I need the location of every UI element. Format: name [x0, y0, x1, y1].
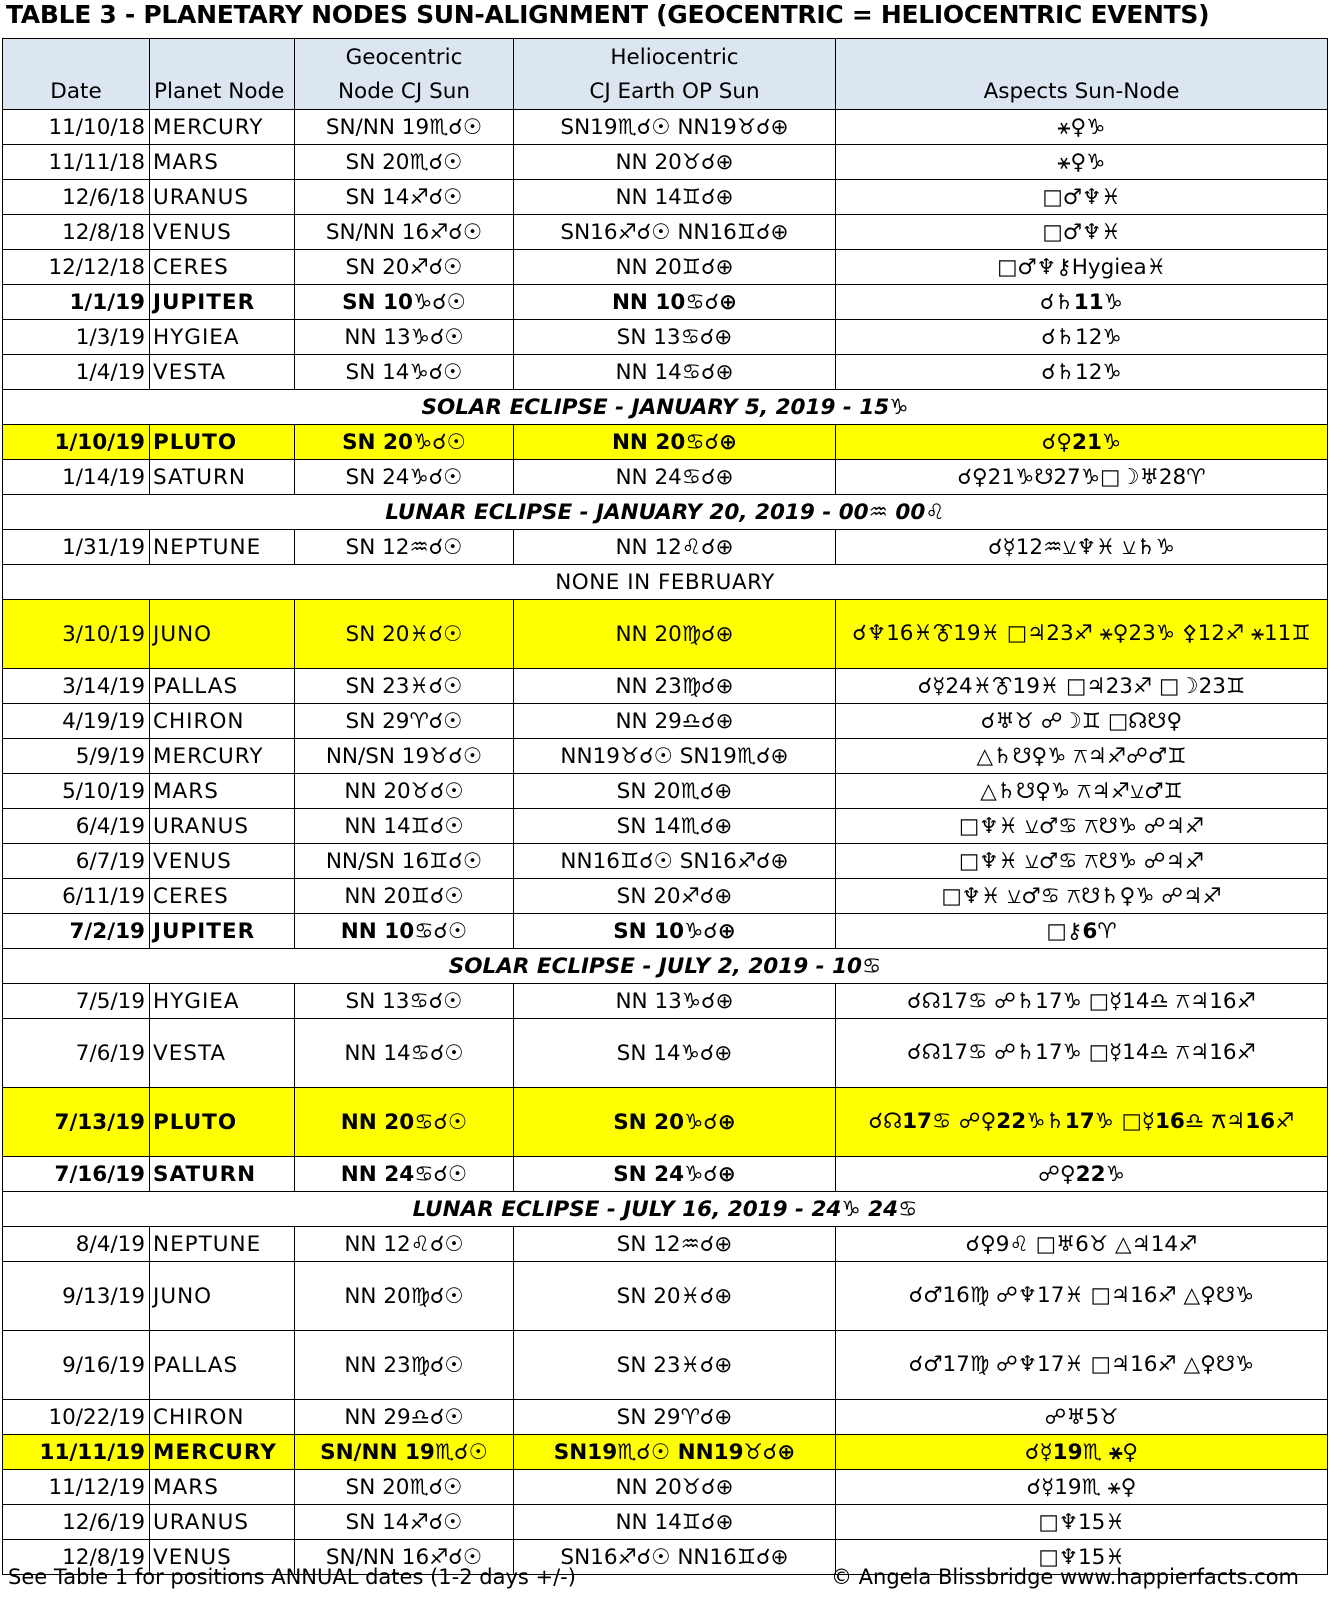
date-cell: 6/11/19	[3, 879, 150, 914]
heliocentric-cell: SN 20♐☌⊕	[514, 879, 836, 914]
heliocentric-cell: NN 20♍☌⊕	[514, 600, 836, 669]
planet-cell: VESTA	[150, 355, 295, 390]
table-row	[3, 460, 1328, 495]
planet-cell: URANUS	[150, 1505, 295, 1540]
date-cell: 11/11/19	[3, 1435, 150, 1470]
table-row	[3, 1019, 1328, 1088]
table-row	[3, 1470, 1328, 1505]
aspects-cell: ☌☿19♏ ⚹♀	[836, 1470, 1328, 1505]
aspects-cell: ☌☊17♋ ☍♀22♑♄17♑ □☿16♎ ⚻♃16♐	[836, 1088, 1328, 1157]
aspects-cell: ☍♅5♉	[836, 1400, 1328, 1435]
table-row	[3, 1505, 1328, 1540]
date-cell: 12/6/19	[3, 1505, 150, 1540]
planet-cell: URANUS	[150, 809, 295, 844]
aspects-cell: □⚷6♈	[836, 914, 1328, 949]
planet-cell: SATURN	[150, 1157, 295, 1192]
aspects-cell: □♆15♓	[836, 1505, 1328, 1540]
heliocentric-cell: SN 20♓☌⊕	[514, 1262, 836, 1331]
date-cell: 1/3/19	[3, 320, 150, 355]
date-cell: 8/4/19	[3, 1227, 150, 1262]
eclipse-label: LUNAR ECLIPSE - JULY 16, 2019 - 24♑ 24♋	[3, 1192, 1328, 1227]
planet-cell: MARS	[150, 774, 295, 809]
date-cell: 11/10/18	[3, 110, 150, 145]
heliocentric-cell: SN 20♏☌⊕	[514, 774, 836, 809]
table-row	[3, 110, 1328, 145]
table-row	[3, 425, 1328, 460]
table-row	[3, 1262, 1328, 1331]
heliocentric-cell: NN 14♋☌⊕	[514, 355, 836, 390]
geocentric-cell: NN 13♑☌☉	[295, 320, 514, 355]
geocentric-cell: SN/NN 19♏☌☉	[295, 110, 514, 145]
aspects-cell: ☌♅♉ ☍☽♊ □☊☋♀	[836, 704, 1328, 739]
planet-cell: CHIRON	[150, 1400, 295, 1435]
heliocentric-cell: SN16♐☌☉ NN16♊☌⊕	[514, 1540, 836, 1575]
planet-cell: HYGIEA	[150, 984, 295, 1019]
column-header-planet-label: Planet Node	[154, 79, 285, 104]
eclipse-label: LUNAR ECLIPSE - JANUARY 20, 2019 - 00♒ 00♌	[3, 495, 1328, 530]
table-row	[3, 285, 1328, 320]
planet-cell: CERES	[150, 879, 295, 914]
planet-cell: URANUS	[150, 180, 295, 215]
planet-cell: VENUS	[150, 215, 295, 250]
heliocentric-cell: NN 23♍☌⊕	[514, 669, 836, 704]
geocentric-cell: NN/SN 19♉☌☉	[295, 739, 514, 774]
column-header-heliocentric	[514, 39, 836, 110]
geocentric-cell: SN 12♒☌☉	[295, 530, 514, 565]
column-header-date	[3, 39, 150, 110]
date-cell: 12/12/18	[3, 250, 150, 285]
date-cell: 4/19/19	[3, 704, 150, 739]
geocentric-cell: SN/NN 16♐☌☉	[295, 1540, 514, 1575]
date-cell: 1/14/19	[3, 460, 150, 495]
eclipse-label: SOLAR ECLIPSE - JULY 2, 2019 - 10♋	[3, 949, 1328, 984]
header-row	[3, 39, 1328, 110]
date-cell: 11/12/19	[3, 1470, 150, 1505]
table-row	[3, 984, 1328, 1019]
column-header-aspects-label: Aspects Sun-Node	[983, 79, 1180, 104]
note-row	[3, 565, 1328, 600]
heliocentric-cell: NN19♉☌☉ SN19♏☌⊕	[514, 739, 836, 774]
geocentric-cell: SN 20♐☌☉	[295, 250, 514, 285]
geocentric-cell: SN 20♑☌☉	[295, 425, 514, 460]
geocentric-cell: SN 20♏☌☉	[295, 145, 514, 180]
aspects-cell: △♄☋♀♑ ⚻♃♐⚺♂♊	[836, 774, 1328, 809]
heliocentric-cell: SN 20♑☌⊕	[514, 1088, 836, 1157]
planet-cell: PLUTO	[150, 425, 295, 460]
geocentric-cell: NN 23♍☌☉	[295, 1331, 514, 1400]
heliocentric-cell: SN 10♑☌⊕	[514, 914, 836, 949]
planet-cell: VESTA	[150, 1019, 295, 1088]
table-row	[3, 844, 1328, 879]
table-row	[3, 1227, 1328, 1262]
aspects-cell: ⚹♀♑	[836, 110, 1328, 145]
geocentric-cell: NN 12♌☌☉	[295, 1227, 514, 1262]
date-cell: 1/1/19	[3, 285, 150, 320]
geocentric-cell: SN 24♑☌☉	[295, 460, 514, 495]
geocentric-cell: SN 20♓☌☉	[295, 600, 514, 669]
heliocentric-cell: NN 14♊☌⊕	[514, 180, 836, 215]
geocentric-cell: SN 14♑☌☉	[295, 355, 514, 390]
column-header-heliocentric-top: Heliocentric	[610, 45, 739, 70]
heliocentric-cell: SN 12♒☌⊕	[514, 1227, 836, 1262]
table-row	[3, 1088, 1328, 1157]
planet-cell: CHIRON	[150, 704, 295, 739]
geocentric-cell: NN 14♊☌☉	[295, 809, 514, 844]
note-label: NONE IN FEBRUARY	[3, 565, 1328, 600]
planet-cell: MARS	[150, 145, 295, 180]
heliocentric-cell: NN16♊☌☉ SN16♐☌⊕	[514, 844, 836, 879]
date-cell: 1/31/19	[3, 530, 150, 565]
node-alignment-table	[2, 38, 1328, 1575]
aspects-cell: □♂♆⚷Hygiea♓	[836, 250, 1328, 285]
geocentric-cell: NN 24♋☌☉	[295, 1157, 514, 1192]
aspects-cell: ☌☊17♋ ☍♄17♑ □☿14♎ ⚻♃16♐	[836, 984, 1328, 1019]
aspects-cell: □♂♆♓	[836, 180, 1328, 215]
geocentric-cell: NN/SN 16♊☌☉	[295, 844, 514, 879]
planet-cell: JUNO	[150, 600, 295, 669]
geocentric-cell: NN 14♋☌☉	[295, 1019, 514, 1088]
geocentric-cell: SN 14♐☌☉	[295, 180, 514, 215]
aspects-cell: □♆♓ ⚺♂♋ ⚻☋♑ ☍♃♐	[836, 809, 1328, 844]
table-row	[3, 1435, 1328, 1470]
aspects-cell: ☌♄12♑	[836, 320, 1328, 355]
table-row	[3, 145, 1328, 180]
planet-cell: SATURN	[150, 460, 295, 495]
table-row	[3, 669, 1328, 704]
geocentric-cell: SN 14♐☌☉	[295, 1505, 514, 1540]
geocentric-cell: SN 10♑☌☉	[295, 285, 514, 320]
date-cell: 5/9/19	[3, 739, 150, 774]
eclipse-row	[3, 390, 1328, 425]
aspects-cell: ☌♀9♌ □♅6♉ △♃14♐	[836, 1227, 1328, 1262]
planet-cell: MERCURY	[150, 739, 295, 774]
date-cell: 7/5/19	[3, 984, 150, 1019]
geocentric-cell: NN 29♎☌☉	[295, 1400, 514, 1435]
planet-cell: JUNO	[150, 1262, 295, 1331]
geocentric-cell: SN/NN 16♐☌☉	[295, 215, 514, 250]
table-row	[3, 1331, 1328, 1400]
table-row	[3, 215, 1328, 250]
planet-cell: VENUS	[150, 1540, 295, 1575]
geocentric-cell: SN 23♓☌☉	[295, 669, 514, 704]
table-row	[3, 530, 1328, 565]
aspects-cell: ☌♀21♑	[836, 425, 1328, 460]
table-title: TABLE 3 - PLANETARY NODES SUN-ALIGNMENT (GEOCENTRIC = HELIOCENTRIC EVENTS)	[6, 0, 1210, 29]
aspects-cell: △♄☋♀♑ ⚻♃♐☍♂♊	[836, 739, 1328, 774]
aspects-cell: ☍♀22♑	[836, 1157, 1328, 1192]
table-row	[3, 809, 1328, 844]
heliocentric-cell: NN 20♉☌⊕	[514, 1470, 836, 1505]
date-cell: 3/14/19	[3, 669, 150, 704]
geocentric-cell: SN/NN 19♏☌☉	[295, 1435, 514, 1470]
footer-copyright: © Angela Blissbridge www.happierfacts.com	[831, 1565, 1299, 1589]
table-row	[3, 355, 1328, 390]
date-cell: 10/22/19	[3, 1400, 150, 1435]
date-cell: 6/4/19	[3, 809, 150, 844]
planet-cell: MERCURY	[150, 110, 295, 145]
planet-cell: VENUS	[150, 844, 295, 879]
planet-cell: JUPITER	[150, 285, 295, 320]
heliocentric-cell: NN 12♌☌⊕	[514, 530, 836, 565]
heliocentric-cell: SN16♐☌☉ NN16♊☌⊕	[514, 215, 836, 250]
table-row	[3, 914, 1328, 949]
geocentric-cell: SN 13♋☌☉	[295, 984, 514, 1019]
date-cell: 7/2/19	[3, 914, 150, 949]
heliocentric-cell: SN 13♋☌⊕	[514, 320, 836, 355]
date-cell: 12/6/18	[3, 180, 150, 215]
geocentric-cell: SN 20♏☌☉	[295, 1470, 514, 1505]
heliocentric-cell: SN 23♓☌⊕	[514, 1331, 836, 1400]
aspects-cell: ☌☿24♓⯔19♓ □♃23♐ □☽23♊	[836, 669, 1328, 704]
planet-cell: MERCURY	[150, 1435, 295, 1470]
heliocentric-cell: SN 14♏☌⊕	[514, 809, 836, 844]
planet-cell: PALLAS	[150, 669, 295, 704]
aspects-cell: ☌♆16♓⯔19♓ □♃23♐ ⚹♀23♑ ⚴12♐ ⚹11♊	[836, 600, 1328, 669]
aspects-cell: ⚹♀♑	[836, 145, 1328, 180]
table-row	[3, 1400, 1328, 1435]
geocentric-cell: NN 20♍☌☉	[295, 1262, 514, 1331]
planet-cell: CERES	[150, 250, 295, 285]
table-row	[3, 739, 1328, 774]
eclipse-row	[3, 495, 1328, 530]
geocentric-cell: NN 20♉☌☉	[295, 774, 514, 809]
date-cell: 12/8/19	[3, 1540, 150, 1575]
date-cell: 7/13/19	[3, 1088, 150, 1157]
column-header-aspects	[836, 39, 1328, 110]
heliocentric-cell: NN 13♑☌⊕	[514, 984, 836, 1019]
aspects-cell: □♆♓ ⚺♂♋ ⚻☋♑ ☍♃♐	[836, 844, 1328, 879]
planet-cell: NEPTUNE	[150, 530, 295, 565]
eclipse-row	[3, 1192, 1328, 1227]
heliocentric-cell: NN 29♎☌⊕	[514, 704, 836, 739]
table-row	[3, 879, 1328, 914]
table-row	[3, 600, 1328, 669]
table-row	[3, 320, 1328, 355]
aspects-cell: ☌♂17♍ ☍♆17♓ □♃16♐ △♀☋♑	[836, 1331, 1328, 1400]
heliocentric-cell: SN 29♈☌⊕	[514, 1400, 836, 1435]
aspects-cell: ☌☊17♋ ☍♄17♑ □☿14♎ ⚻♃16♐	[836, 1019, 1328, 1088]
aspects-cell: ☌♂16♍ ☍♆17♓ □♃16♐ △♀☋♑	[836, 1262, 1328, 1331]
heliocentric-cell: NN 20♉☌⊕	[514, 145, 836, 180]
date-cell: 7/16/19	[3, 1157, 150, 1192]
heliocentric-cell: NN 10♋☌⊕	[514, 285, 836, 320]
column-header-geocentric-top: Geocentric	[345, 45, 463, 70]
aspects-cell: ☌♄12♑	[836, 355, 1328, 390]
column-header-date-label: Date	[50, 79, 102, 104]
geocentric-cell: NN 20♋☌☉	[295, 1088, 514, 1157]
table-row	[3, 704, 1328, 739]
date-cell: 7/6/19	[3, 1019, 150, 1088]
date-cell: 5/10/19	[3, 774, 150, 809]
planet-cell: HYGIEA	[150, 320, 295, 355]
aspects-cell: □♆♓ ⚺♂♋ ⚻☋♄♀♑ ☍♃♐	[836, 879, 1328, 914]
date-cell: 9/13/19	[3, 1262, 150, 1331]
column-header-heliocentric-bottom: CJ Earth OP Sun	[589, 79, 760, 104]
date-cell: 3/10/19	[3, 600, 150, 669]
column-header-geocentric	[295, 39, 514, 110]
eclipse-label: SOLAR ECLIPSE - JANUARY 5, 2019 - 15♑	[3, 390, 1328, 425]
heliocentric-cell: NN 14♊☌⊕	[514, 1505, 836, 1540]
column-header-geocentric-bottom: Node CJ Sun	[337, 79, 471, 104]
heliocentric-cell: SN 14♑☌⊕	[514, 1019, 836, 1088]
planet-cell: PLUTO	[150, 1088, 295, 1157]
date-cell: 12/8/18	[3, 215, 150, 250]
heliocentric-cell: NN 24♋☌⊕	[514, 460, 836, 495]
eclipse-row	[3, 949, 1328, 984]
date-cell: 1/10/19	[3, 425, 150, 460]
table-row	[3, 1157, 1328, 1192]
planet-cell: NEPTUNE	[150, 1227, 295, 1262]
footer-note: See Table 1 for positions ANNUAL dates (1-2 days +/-)	[8, 1565, 576, 1589]
heliocentric-cell: NN 20♋☌⊕	[514, 425, 836, 460]
aspects-cell: ☌☿19♏ ⚹♀	[836, 1435, 1328, 1470]
table-row	[3, 180, 1328, 215]
planet-cell: PALLAS	[150, 1331, 295, 1400]
aspects-cell: □♆15♓	[836, 1540, 1328, 1575]
aspects-cell: □♂♆♓	[836, 215, 1328, 250]
aspects-cell: ☌♄11♑	[836, 285, 1328, 320]
geocentric-cell: NN 10♋☌☉	[295, 914, 514, 949]
aspects-cell: ☌♀21♑☋27♑□☽♅28♈	[836, 460, 1328, 495]
heliocentric-cell: SN19♏☌☉ NN19♉☌⊕	[514, 110, 836, 145]
heliocentric-cell: SN 24♑☌⊕	[514, 1157, 836, 1192]
date-cell: 11/11/18	[3, 145, 150, 180]
date-cell: 1/4/19	[3, 355, 150, 390]
heliocentric-cell: SN19♏☌☉ NN19♉☌⊕	[514, 1435, 836, 1470]
table-row	[3, 774, 1328, 809]
aspects-cell: ☌☿12♒⚺♆♓ ⚺♄♑	[836, 530, 1328, 565]
date-cell: 9/16/19	[3, 1331, 150, 1400]
date-cell: 6/7/19	[3, 844, 150, 879]
planet-cell: MARS	[150, 1470, 295, 1505]
table-row	[3, 250, 1328, 285]
column-header-planet	[150, 39, 295, 110]
geocentric-cell: NN 20♊☌☉	[295, 879, 514, 914]
geocentric-cell: SN 29♈☌☉	[295, 704, 514, 739]
heliocentric-cell: NN 20♊☌⊕	[514, 250, 836, 285]
planet-cell: JUPITER	[150, 914, 295, 949]
